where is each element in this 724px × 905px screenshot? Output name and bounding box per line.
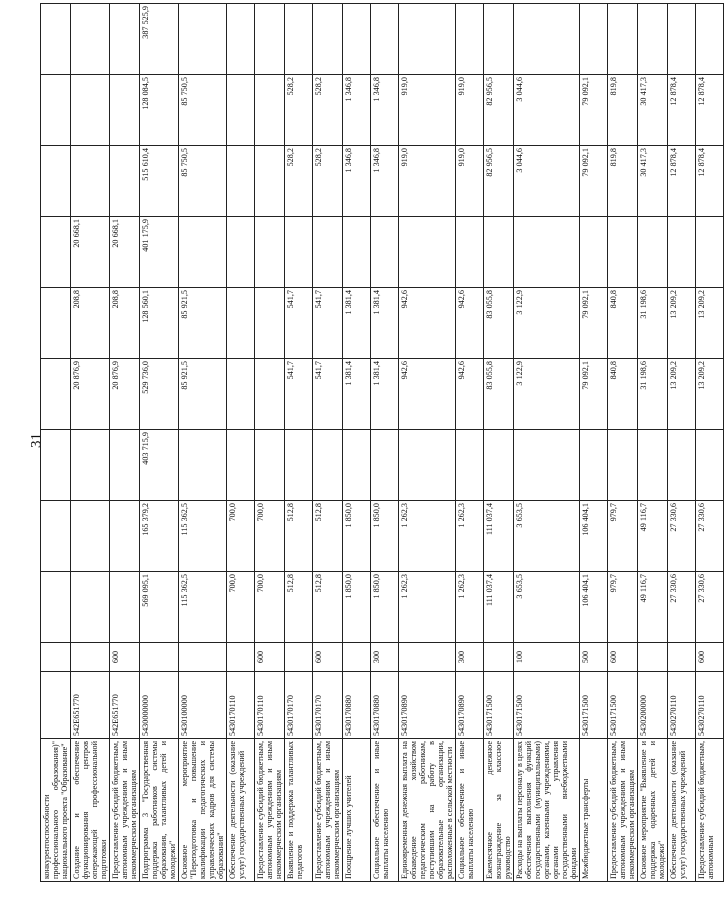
table-row: [110, 4, 140, 882]
table-cell-v6: [255, 146, 285, 217]
table-cell-v2: 111 037,4: [484, 501, 514, 572]
table-cell-v3: 1 381,4: [371, 359, 399, 430]
table-cell-code: 542E651770: [71, 672, 110, 739]
table-cell-v2: 27 330,6: [696, 501, 724, 572]
budget-table-sheet: [40, 6, 715, 882]
table-cell-v2: 512,8: [285, 501, 313, 572]
table-cell-v3: 13 209,2: [696, 359, 724, 430]
table-cell-extra: [343, 430, 371, 501]
table-cell-vr: 300: [456, 643, 484, 672]
table-cell-name: Предоставление субсидий бюджетным, автономным учреждениям и иным некоммерческим организациям: [255, 739, 285, 882]
table-cell-v7: [41, 75, 71, 146]
table-cell-v3: 942,6: [456, 359, 484, 430]
table-row: [456, 4, 484, 882]
table-cell-code: 5430171500: [484, 672, 514, 739]
table-cell-v3: 1 381,4: [343, 359, 371, 430]
table-cell-v2: 3 653,5: [514, 501, 580, 572]
table-cell-v5: [668, 217, 696, 288]
table-cell-v3: 20 876,9: [71, 359, 110, 430]
table-cell-extra: [179, 430, 227, 501]
table-cell-v8: [456, 4, 484, 75]
table-row: [41, 4, 71, 882]
table-cell-v8: 387 525,9: [140, 4, 179, 75]
table-cell-v6: [71, 146, 110, 217]
table-cell-v8: [255, 4, 285, 75]
table-cell-extra: [638, 430, 668, 501]
table-cell-v4: 1 381,4: [371, 288, 399, 359]
table-cell-v2: 1 850,0: [343, 501, 371, 572]
table-cell-v8: [696, 4, 724, 75]
table-cell-v5: [580, 217, 608, 288]
table-cell-v1: 27 330,6: [668, 572, 696, 643]
table-cell-extra: [285, 430, 313, 501]
table-cell-extra: [696, 430, 724, 501]
table-cell-code: 542E651770: [110, 672, 140, 739]
table-cell-v3: [255, 359, 285, 430]
table-cell-v8: [41, 4, 71, 75]
table-cell-v6: 528,2: [285, 146, 313, 217]
table-cell-vr: 100: [514, 643, 580, 672]
table-cell-v1: 106 404,1: [580, 572, 608, 643]
table-cell-v8: [371, 4, 399, 75]
table-cell-v8: [580, 4, 608, 75]
table-cell-v3: 85 921,5: [179, 359, 227, 430]
table-cell-v2: [41, 501, 71, 572]
table-cell-v6: 919,0: [399, 146, 456, 217]
table-cell-v5: [608, 217, 638, 288]
table-cell-v7: 85 750,5: [179, 75, 227, 146]
table-cell-code: 5430170170: [285, 672, 313, 739]
table-cell-extra: [41, 430, 71, 501]
table-cell-v2: 979,7: [608, 501, 638, 572]
table-cell-v6: [110, 146, 140, 217]
table-cell-v3: 541,7: [285, 359, 313, 430]
table-cell-vr: 600: [313, 643, 343, 672]
table-row: [484, 4, 514, 882]
table-cell-extra: [514, 430, 580, 501]
table-cell-v7: 528,2: [313, 75, 343, 146]
table-row: [313, 4, 343, 882]
table-cell-v2: 106 404,1: [580, 501, 608, 572]
table-cell-v8: [399, 4, 456, 75]
table-row: [371, 4, 399, 882]
table-cell-v6: 30 417,3: [638, 146, 668, 217]
table-cell-v6: 1 346,8: [371, 146, 399, 217]
table-cell-v1: 1 850,0: [343, 572, 371, 643]
table-cell-v5: [399, 217, 456, 288]
table-cell-vr: [484, 643, 514, 672]
table-cell-v2: 49 116,7: [638, 501, 668, 572]
table-cell-name: Предоставление субсидий бюджетным, автономным учреждениям и иным некоммерческим организациям: [608, 739, 638, 882]
table-cell-v8: [608, 4, 638, 75]
table-cell-name: Подпрограмма 3 "Государственная поддержка работников системы образования, талантливых детей и молодежи": [140, 739, 179, 882]
table-cell-v7: [110, 75, 140, 146]
table-cell-v8: [227, 4, 255, 75]
table-cell-vr: [71, 643, 110, 672]
table-cell-v4: 541,7: [313, 288, 343, 359]
table-cell-name: Поощрение лучших учителей: [343, 739, 371, 882]
table-cell-v8: [110, 4, 140, 75]
table-cell-v2: 700,0: [255, 501, 285, 572]
table-cell-v1: 979,7: [608, 572, 638, 643]
table-cell-v4: 85 921,5: [179, 288, 227, 359]
table-cell-name: Предоставление субсидий бюджетным, автономным учреждениям и иным некоммерческим организациям: [313, 739, 343, 882]
table-cell-v6: 1 346,8: [343, 146, 371, 217]
table-cell-v5: [484, 217, 514, 288]
table-cell-code: 5430170890: [456, 672, 484, 739]
table-cell-v6: 85 750,5: [179, 146, 227, 217]
table-cell-v5: 20 668,1: [71, 217, 110, 288]
table-cell-v3: 529 736,0: [140, 359, 179, 430]
table-cell-code: 5430000000: [140, 672, 179, 739]
table-cell-v1: 700,0: [255, 572, 285, 643]
table-cell-v7: [255, 75, 285, 146]
table-cell-v6: 919,0: [456, 146, 484, 217]
table-cell-vr: [638, 643, 668, 672]
table-cell-v1: 1 262,3: [399, 572, 456, 643]
table-cell-v4: 942,6: [456, 288, 484, 359]
table-cell-v3: 31 198,6: [638, 359, 668, 430]
table-cell-extra: [608, 430, 638, 501]
table-cell-v5: [456, 217, 484, 288]
table-row: [399, 4, 456, 882]
budget-table-body: [41, 4, 724, 882]
table-cell-v1: 1 850,0: [371, 572, 399, 643]
table-row: [227, 4, 255, 882]
table-cell-vr: 500: [580, 643, 608, 672]
table-cell-v1: 115 362,5: [179, 572, 227, 643]
table-cell-v1: [41, 572, 71, 643]
table-cell-extra: [227, 430, 255, 501]
table-cell-vr: [343, 643, 371, 672]
table-cell-v5: 401 175,9: [140, 217, 179, 288]
table-cell-v6: 515 610,4: [140, 146, 179, 217]
table-cell-v1: 700,0: [227, 572, 255, 643]
table-cell-v1: [110, 572, 140, 643]
table-cell-v6: 12 878,4: [668, 146, 696, 217]
table-cell-vr: 600: [110, 643, 140, 672]
table-row: [696, 4, 724, 882]
table-cell-v2: 165 379,2: [140, 501, 179, 572]
table-cell-v7: [227, 75, 255, 146]
table-cell-name: Социальное обеспечение и иные выплаты населению: [456, 739, 484, 882]
table-cell-v3: [41, 359, 71, 430]
table-cell-v4: 3 122,9: [514, 288, 580, 359]
table-cell-vr: 600: [255, 643, 285, 672]
table-cell-code: 5430170110: [227, 672, 255, 739]
table-cell-v2: [110, 501, 140, 572]
table-cell-v3: 942,6: [399, 359, 456, 430]
table-cell-vr: [41, 643, 71, 672]
table-cell-v2: 1 262,3: [399, 501, 456, 572]
table-cell-name: Создание и обеспечение функционирования центров опережающей профессиональной подготовки: [71, 739, 110, 882]
table-row: [140, 4, 179, 882]
table-cell-v7: 919,0: [399, 75, 456, 146]
table-cell-name: Обеспечение деятельности (оказание услуг) государственных учреждений: [668, 739, 696, 882]
page-number: 31: [28, 433, 45, 448]
table-cell-v7: 30 417,3: [638, 75, 668, 146]
table-cell-v2: 1 850,0: [371, 501, 399, 572]
table-cell-extra: [110, 430, 140, 501]
table-cell-v4: 541,7: [285, 288, 313, 359]
table-cell-v3: 13 209,2: [668, 359, 696, 430]
table-cell-v4: 1 381,4: [343, 288, 371, 359]
table-cell-extra: [313, 430, 343, 501]
table-cell-code: [41, 672, 71, 739]
table-cell-v7: 12 878,4: [668, 75, 696, 146]
table-cell-v7: 1 346,8: [371, 75, 399, 146]
table-cell-v5: 20 668,1: [110, 217, 140, 288]
table-cell-vr: 600: [696, 643, 724, 672]
table-cell-v2: 700,0: [227, 501, 255, 572]
table-cell-extra: [255, 430, 285, 501]
table-cell-extra: [371, 430, 399, 501]
table-cell-vr: [140, 643, 179, 672]
table-cell-v6: 12 878,4: [696, 146, 724, 217]
table-row: [608, 4, 638, 882]
table-cell-v3: 541,7: [313, 359, 343, 430]
table-cell-v5: [371, 217, 399, 288]
table-row: [638, 4, 668, 882]
table-cell-v1: 49 116,7: [638, 572, 668, 643]
table-cell-v4: 13 209,2: [668, 288, 696, 359]
table-cell-extra: [71, 430, 110, 501]
table-cell-v8: [71, 4, 110, 75]
table-cell-v8: [668, 4, 696, 75]
table-cell-code: 5430171500: [608, 672, 638, 739]
table-cell-v4: [227, 288, 255, 359]
table-row: [285, 4, 313, 882]
table-cell-v3: 20 876,9: [110, 359, 140, 430]
table-cell-code: 5430170880: [343, 672, 371, 739]
table-cell-v6: 528,2: [313, 146, 343, 217]
table-cell-name: Основное мероприятие "Переподготовка и повышение квалификации педагогических и управленческих кадров для системы образования": [179, 739, 227, 882]
table-cell-v3: 79 092,1: [580, 359, 608, 430]
table-cell-v3: 3 122,9: [514, 359, 580, 430]
table-cell-v4: 13 209,2: [696, 288, 724, 359]
table-cell-v1: 512,8: [313, 572, 343, 643]
table-cell-name: Социальное обеспечение и иные выплаты населению: [371, 739, 399, 882]
table-cell-code: 5430200000: [638, 672, 668, 739]
table-cell-v4: 208,8: [110, 288, 140, 359]
table-cell-extra: [484, 430, 514, 501]
table-cell-v6: 3 044,6: [514, 146, 580, 217]
table-cell-v3: 83 055,8: [484, 359, 514, 430]
table-cell-vr: [227, 643, 255, 672]
table-cell-v1: [71, 572, 110, 643]
table-cell-v3: [227, 359, 255, 430]
table-cell-v6: [227, 146, 255, 217]
table-cell-name: Предоставление субсидий бюджетным, автономным учреждениям и иным некоммерческим организациям: [110, 739, 140, 882]
table-cell-vr: 300: [371, 643, 399, 672]
table-cell-v4: 83 055,8: [484, 288, 514, 359]
table-cell-v3: 840,8: [608, 359, 638, 430]
table-cell-code: 5430170110: [255, 672, 285, 739]
table-cell-v2: 27 330,6: [668, 501, 696, 572]
table-cell-v5: [285, 217, 313, 288]
table-cell-vr: [179, 643, 227, 672]
table-row: [71, 4, 110, 882]
table-cell-name: Межбюджетные трансферты: [580, 739, 608, 882]
table-cell-v5: [514, 217, 580, 288]
table-cell-extra: [668, 430, 696, 501]
table-cell-v7: 128 084,5: [140, 75, 179, 146]
table-row: [255, 4, 285, 882]
table-row: [514, 4, 580, 882]
table-cell-v5: [638, 217, 668, 288]
budget-table: [40, 3, 724, 882]
table-cell-v4: [255, 288, 285, 359]
table-cell-v1: 27 330,6: [696, 572, 724, 643]
table-cell-name: Предоставление субсидий бюджетным, автономным: [696, 739, 724, 882]
table-cell-code: 5430171500: [514, 672, 580, 739]
table-cell-code: 5430170890: [399, 672, 456, 739]
table-cell-v2: 512,8: [313, 501, 343, 572]
table-cell-name: Ежемесячное денежное вознаграждение за классное руководство: [484, 739, 514, 882]
table-cell-code: 5430170880: [371, 672, 399, 739]
table-cell-v4: [41, 288, 71, 359]
table-cell-v5: [696, 217, 724, 288]
table-cell-code: 5430270110: [696, 672, 724, 739]
table-cell-name: Обеспечение деятельности (оказание услуг) государственных учреждений: [227, 739, 255, 882]
table-cell-v1: 512,8: [285, 572, 313, 643]
table-cell-v6: 819,8: [608, 146, 638, 217]
table-cell-v5: [179, 217, 227, 288]
table-row: [179, 4, 227, 882]
table-cell-v7: 79 092,1: [580, 75, 608, 146]
table-cell-v2: 115 362,5: [179, 501, 227, 572]
table-cell-v4: 840,8: [608, 288, 638, 359]
table-cell-v7: 819,8: [608, 75, 638, 146]
table-cell-name: Основное мероприятие "Выявление и поддержка одаренных детей и молодежи": [638, 739, 668, 882]
table-cell-v7: 82 956,5: [484, 75, 514, 146]
table-cell-code: 5430170170: [313, 672, 343, 739]
table-cell-name: Единовременная денежная выплата на обзаведение хозяйством педагогическим работникам, поступившим на работу в образовательные организации, расположенные в сельской местности: [399, 739, 456, 882]
table-cell-v1: 569 095,1: [140, 572, 179, 643]
table-cell-v7: 1 346,8: [343, 75, 371, 146]
table-cell-v2: [71, 501, 110, 572]
table-cell-extra: [580, 430, 608, 501]
table-cell-vr: [668, 643, 696, 672]
table-cell-code: 5430171500: [580, 672, 608, 739]
table-row: [668, 4, 696, 882]
table-cell-v8: [313, 4, 343, 75]
table-cell-v8: [638, 4, 668, 75]
table-cell-v1: 111 037,4: [484, 572, 514, 643]
table-cell-v5: [313, 217, 343, 288]
table-cell-v8: [179, 4, 227, 75]
table-cell-v4: 31 198,6: [638, 288, 668, 359]
table-cell-v4: 942,6: [399, 288, 456, 359]
table-cell-name: Расходы на выплаты персоналу в целях обеспечения выполнения функций государственными (муниципальными) органами, казенными учреждениями, органами управления государственными внебюджетными фондами: [514, 739, 580, 882]
table-cell-v5: [343, 217, 371, 288]
table-row: [580, 4, 608, 882]
table-cell-v1: 3 653,5: [514, 572, 580, 643]
table-cell-v7: 528,2: [285, 75, 313, 146]
table-row: [343, 4, 371, 882]
table-cell-v7: [71, 75, 110, 146]
table-cell-v8: [514, 4, 580, 75]
table-cell-v7: 12 878,4: [696, 75, 724, 146]
table-cell-extra: 403 715,9: [140, 430, 179, 501]
table-cell-vr: 600: [608, 643, 638, 672]
table-cell-v5: [41, 217, 71, 288]
table-cell-code: 5430100000: [179, 672, 227, 739]
table-cell-v8: [343, 4, 371, 75]
table-cell-name: Выявление и поддержка талантливых педагогов: [285, 739, 313, 882]
table-cell-name: конкурентоспособности профессионального образования)" национального проекта "Образование": [41, 739, 71, 882]
table-cell-v8: [285, 4, 313, 75]
table-cell-v1: 1 262,3: [456, 572, 484, 643]
table-cell-vr: [399, 643, 456, 672]
table-cell-v5: [227, 217, 255, 288]
table-cell-v2: 1 262,3: [456, 501, 484, 572]
table-cell-v4: 79 092,1: [580, 288, 608, 359]
table-cell-vr: [285, 643, 313, 672]
table-cell-v4: 208,8: [71, 288, 110, 359]
table-cell-extra: [456, 430, 484, 501]
table-cell-code: 5430270110: [668, 672, 696, 739]
table-cell-v8: [484, 4, 514, 75]
table-cell-v6: 82 956,5: [484, 146, 514, 217]
table-cell-v6: 79 092,1: [580, 146, 608, 217]
table-cell-v6: [41, 146, 71, 217]
table-cell-v7: 919,0: [456, 75, 484, 146]
table-cell-extra: [399, 430, 456, 501]
table-cell-v5: [255, 217, 285, 288]
table-cell-v7: 3 044,6: [514, 75, 580, 146]
table-cell-v4: 128 560,1: [140, 288, 179, 359]
